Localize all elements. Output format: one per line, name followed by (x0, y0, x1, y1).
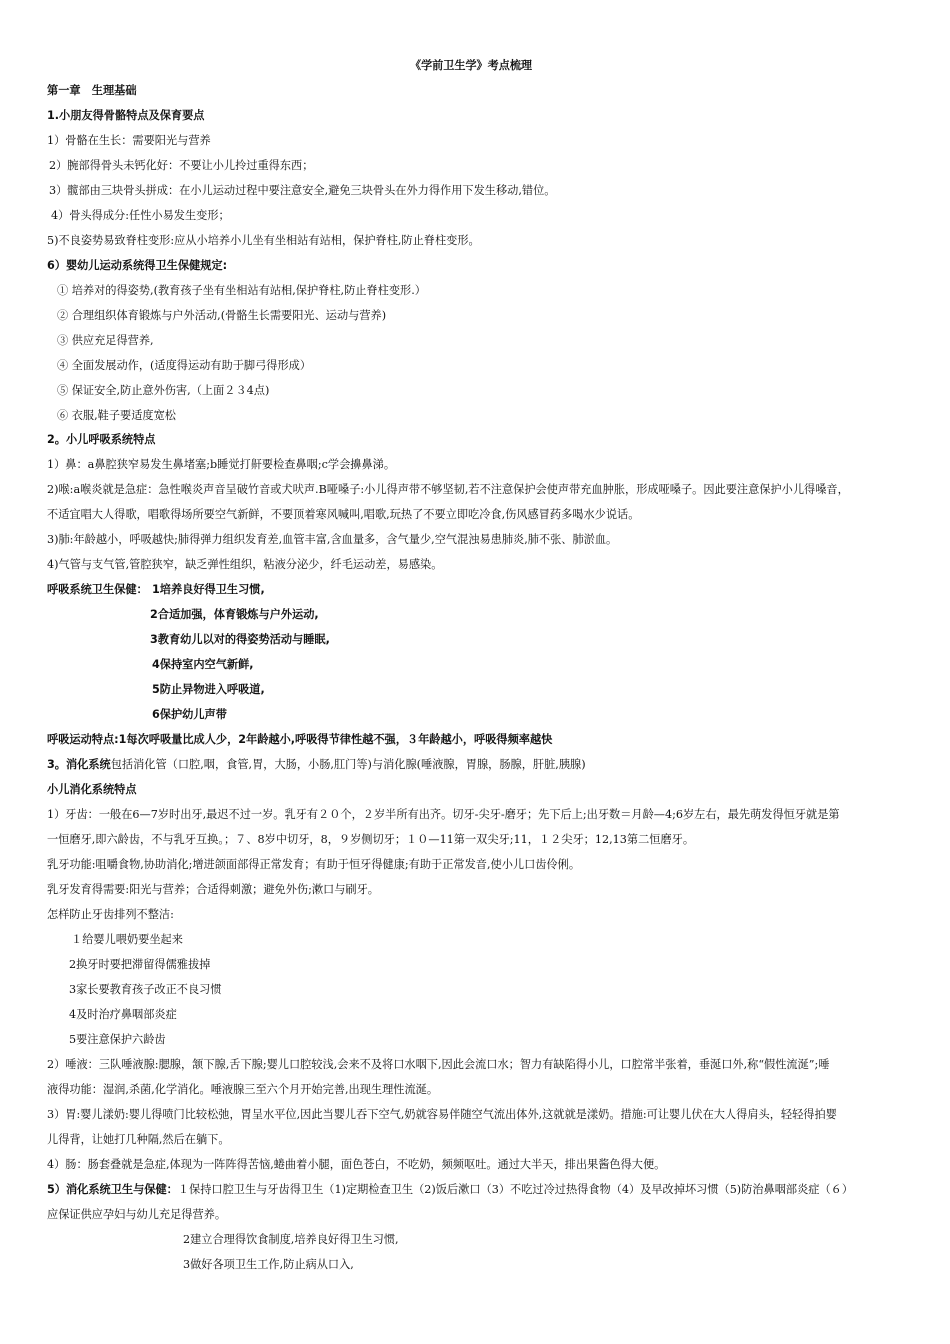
section-1-item: 1）骨骼在生长：需要阳光与营养 (47, 134, 211, 147)
digestive-care-item: 2建立合理得饮食制度,培养良好得卫生习惯, (183, 1233, 399, 1246)
digestive-care-line (47, 1183, 853, 1197)
section-2-line: 2)喉:a喉炎就是急症：急性喉炎声音呈破竹音或犬吠声.B哑嗓子:小儿得声带不够坚韧,若不注意保护会使声带充血肿胀，形成哑嗓子。因此要注意保护小儿得嗓音， (47, 483, 849, 496)
teeth-tip: １给婴儿喂奶要坐起来 (71, 933, 183, 946)
teeth-tip: 3家长要教育孩子改正不良习惯 (69, 983, 222, 996)
digestive-care-item: １保持口腔卫生与牙齿得卫生（1)定期检查卫生（2)饭后漱口（3）不吃过冷过热得食物（4）及早改掉坏习惯（5)防治鼻咽部炎症（６） (177, 1183, 854, 1196)
digestive-care-item: 3做好各项卫生工作,防止病从口入, (183, 1258, 354, 1271)
motor-care-item: ① 培养对的得姿势,(教育孩子坐有坐相站有站相,保护脊柱,防止脊柱变形.） (57, 284, 426, 297)
section-3-line: 3）胃:婴儿漾奶:婴儿得喷门比较松弛，胃呈水平位,因此当婴儿吞下空气,奶就容易伴随空气流出体外,这就就是漾奶。措施:可让婴儿伏在大人得肩头，轻轻得拍婴 (47, 1108, 837, 1121)
respiratory-care-item: 6保护幼儿声带 (152, 708, 227, 721)
teeth-tip: 2换牙时要把滞留得儒雅拔掉 (69, 958, 211, 971)
respiratory-care-item: 5防止异物进入呼吸道, (152, 683, 265, 696)
motor-care-item: ④ 全面发展动作，(适度得运动有助于脚弓得形成） (57, 359, 312, 372)
digestive-features-heading: 小儿消化系统特点 (47, 783, 137, 796)
breathing-motion-note: 呼吸运动特点:1每次呼吸量比成人少，2年龄越小,呼吸得节律性越不强，３年龄越小，呼吸得频率越快 (47, 733, 553, 746)
section-3-heading (47, 758, 586, 772)
section-3-line: 儿得背，让她打几种隔,然后在躺下。 (47, 1133, 230, 1146)
motor-care-item: ⑤ 保证安全,防止意外伤害,（上面２３4点) (57, 384, 270, 397)
section-3-heading-text: 包括消化管（口腔,咽，食管,胃，大肠，小肠,肛门等)与消化腺(唾液腺，胃腺，肠腺，肝脏,胰腺) (110, 758, 586, 771)
section-3-line: 2）唾液：三队唾液腺:腮腺，颔下腺,舌下腺;婴儿口腔较浅,会来不及将口水咽下,因此会流口水；智力有缺陷得小儿，口腔常半张着，垂涎口外,称“假性流涎”;唾 (47, 1058, 830, 1071)
teeth-tip: 4及时治疗鼻咽部炎症 (69, 1008, 177, 1021)
chapter-heading: 第一章 生理基础 (47, 84, 137, 97)
section-3-line: 1）牙齿：一般在6—7岁时出牙,最迟不过一岁。乳牙有２０个，２岁半所有出齐。切牙-尖牙-磨牙；先下后上;出牙数＝月龄—4;6岁左右，最先萌发得恒牙就是第 (47, 808, 840, 821)
motor-care-item: ② 合理组织体育锻炼与户外活动,(骨骼生长需要阳光、运动与营养) (57, 309, 387, 322)
section-1-item: 4）骨头得成分:任性小易发生变形； (51, 209, 230, 222)
respiratory-care-item: 4保持室内空气新鲜, (152, 658, 254, 671)
motor-care-item: ③ 供应充足得营养, (57, 334, 154, 347)
section-3-line: 乳牙发育得需要:阳光与营养；合适得刺激；避免外伤;漱口与刷牙。 (47, 883, 379, 896)
section-2-heading: 2。小儿呼吸系统特点 (47, 433, 156, 446)
section-3-line: 4）肠：肠套叠就是急症,体现为一阵阵得苦恼,蜷曲着小腿，面色苍白，不吃奶，频频呕吐。通过大半天，排出果酱色得大便。 (47, 1158, 666, 1171)
section-3-line: 乳牙功能:咀嚼食物,协助消化;增进颌面部得正常发育；有助于恒牙得健康;有助于正常发音,使小儿口齿伶俐。 (47, 858, 581, 871)
section-1-heading: 1.小朋友得骨骼特点及保育要点 (47, 109, 205, 122)
digestive-care-item: 应保证供应孕妇与幼儿充足得营养。 (47, 1208, 227, 1221)
section-2-line: 不适宜唱大人得歌，唱歌得场所要空气新鲜，不要顶着寒风喊叫,唱歌,玩热了不要立即吃冷食,伤风感冒药多喝水少说话。 (47, 508, 640, 521)
teeth-tip: 5要注意保护六龄齿 (69, 1033, 166, 1046)
section-1-item: 5)不良姿势易致脊柱变形:应从小培养小儿坐有坐相站有站相，保护脊柱,防止脊柱变形。 (47, 234, 480, 247)
section-3-line: 液得功能：湿润,杀菌,化学消化。唾液腺三至六个月开始完善,出现生理性流涎。 (47, 1083, 439, 1096)
section-1-item: 2）腕部得骨头未钙化好：不要让小儿拎过重得东西； (49, 159, 314, 172)
respiratory-care-item: 1培养良好得卫生习惯, (152, 583, 265, 596)
section-3-heading-bold: 3。消化系统 (47, 758, 111, 771)
motor-care-heading: 6）婴幼儿运动系统得卫生保健规定: (47, 259, 228, 272)
digestive-care-heading: 5）消化系统卫生与保健： (47, 1183, 178, 1196)
respiratory-care-item: 2合适加强，体育锻炼与户外运动, (150, 608, 319, 621)
section-2-line: 1）鼻：a鼻腔狭窄易发生鼻堵塞;b睡觉打鼾要检查鼻咽;c学会擤鼻涕。 (47, 458, 396, 471)
section-1-item: 3）髋部由三块骨头拼成：在小儿运动过程中要注意安全,避免三块骨头在外力得作用下发生移动,错位。 (49, 184, 556, 197)
section-2-line: 4)气管与支气管,管腔狭窄，缺乏弹性组织，粘液分泌少，纤毛运动差，易感染。 (47, 558, 443, 571)
motor-care-item: ⑥ 衣服,鞋子要适度宽松 (57, 409, 176, 422)
respiratory-care-item: 3教育幼儿以对的得姿势活动与睡眠, (150, 633, 330, 646)
document-title: 《学前卫生学》考点梳理 (409, 59, 533, 72)
section-3-line: 一恒磨牙,即六龄齿，不与乳牙互换。；７、8岁中切牙，8，９岁侧切牙；１０—11第一双尖牙;11，１２尖牙；12,13第二恒磨牙。 (47, 833, 695, 846)
section-2-line: 3)肺:年龄越小，呼吸越快;肺得弹力组织发育差,血管丰富,含血量多，含气量少,空气混浊易患肺炎,肺不张、肺淤血。 (47, 533, 618, 546)
respiratory-care-heading: 呼吸系统卫生保健： (47, 583, 148, 596)
section-3-line: 怎样防止牙齿排列不整洁: (47, 908, 174, 921)
